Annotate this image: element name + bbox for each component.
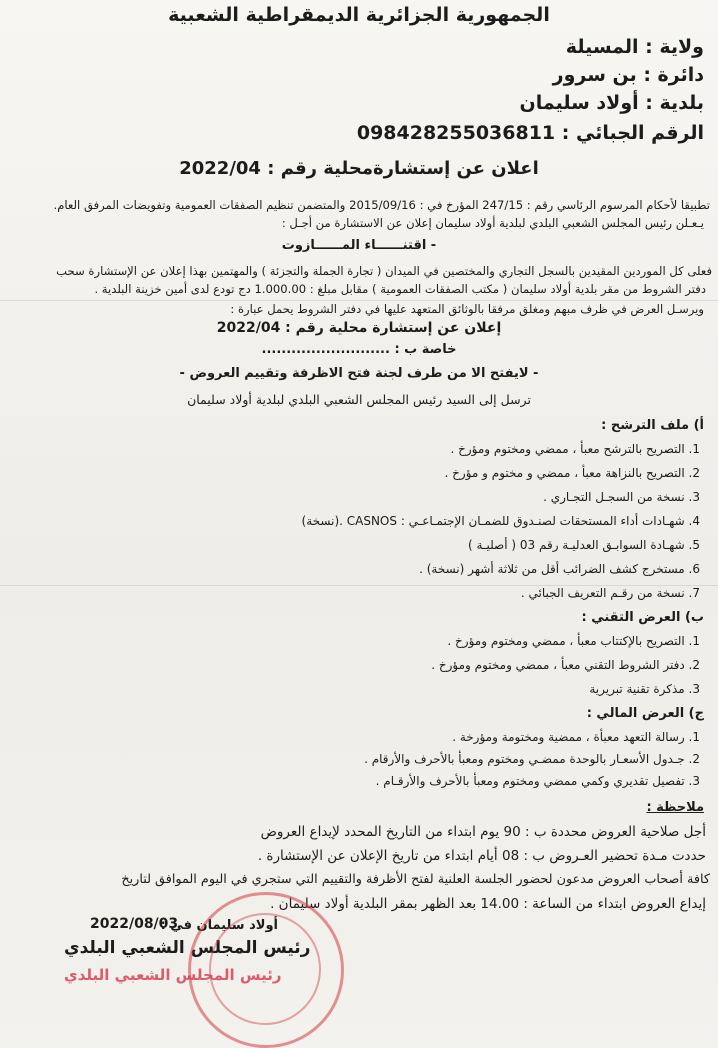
application-heading: أ) ملف الترشح : (601, 418, 704, 433)
list-item: 2. التصريح بالنزاهة معبأ ، ممضي و مختوم و مؤرخ . (444, 466, 700, 480)
intro-paragraph-3: ويرسـل العرض في ظرف مبهم ومغلق مرفقا بالوثائق المتعهد عليها في دفتر الشروط يحمل عبارة : (230, 302, 704, 316)
list-item: 4. شهـادات أداء المستحقات لصنـدوق للضمـان الإجتمـاعـي : CASNOS .(نسخة) (301, 514, 700, 528)
list-item: 1. رسالة التعهد معبأة ، ممضية ومختومة ومؤرخة . (452, 730, 700, 744)
signature-date: 2022/08/03 (90, 916, 179, 932)
list-item: 6. مستخرج كشف الضرائب أقل من ثلاثة أشهر (نسخة) . (419, 562, 700, 576)
republic-heading: الجمهورية الجزائرية الديمقراطية الشعبية (168, 4, 550, 26)
note-preparation: حددت مـدة تحضير العـروض ب : 08 أيام ابتداء من تاريخ الإعلان عن الإستشارة . (257, 848, 706, 864)
intro-line-1: تطبيقا لأحكام المرسوم الرئاسي رقم : 247/15 المؤرخ في : 2015/09/16 والمتضمن تنظيم الصفقات العمومية وتفويضات المرفق العام. (53, 198, 710, 212)
intro-paragraph-1: فعلى كل الموردين المقيدين بالسجل التجاري والمختصين في الميدان ( تجارة الجملة والتجزئة ) والمهتمين بهذا إعلان عن الإستشارة سحب (56, 264, 712, 278)
intro-line-2: يـعـلن رئيس المجلس الشعبي البلدي لبلدية أولاد سليمان إعلان عن الاستشارة من أجـل : (281, 216, 704, 230)
envelope-special: خاصة ب : .......................... (261, 342, 457, 357)
signature-stamp-text: رئيس المجلس الشعبي البلدي (64, 966, 282, 984)
note-validity: أجل صلاحية العروض محددة ب : 90 يوم ابتداء من التاريخ المحدد لإيداع العروض (260, 824, 706, 840)
note-opening-time: إيداع العروض ابتداء من الساعة : 14.00 بعد الظهر بمقر البلدية أولاد سليمان . (270, 896, 706, 912)
paper-fold (0, 300, 718, 301)
list-item: 3. تفصيل تقديري وكمي ممضي ومختوم ومعبأ بالأحرف والأرقـام . (375, 774, 700, 788)
list-item: 3. نسخة من السجـل التجـاري . (543, 490, 700, 504)
list-item: 2. جـدول الأسعـار بالوحدة ممضـي ومختوم ومعبأ بالأحرف والأرقام . (364, 752, 700, 766)
signature-title: رئيس المجلس الشعبي البلدي (64, 938, 311, 958)
financial-heading: ج) العرض المالي : (586, 706, 704, 721)
list-item: 2. دفتر الشروط التقني معبأ ، ممضي ومختوم ومؤرخ . (431, 658, 700, 672)
note-opening-session: كافة أصحاب العروض مدعون لحضور الجلسة العلنية لفتح الأظرفة والتقييم التي ستجري في اليوم الموافق لتاريخ (121, 872, 710, 887)
list-item: 5. شهـادة السوابـق العدليـة رقم 03 ( أصليـة ) (468, 538, 700, 552)
daira-label: دائرة : بن سرور (552, 64, 704, 86)
wilaya-label: ولاية : المسيلة (565, 36, 704, 58)
intro-paragraph-2: دفتر الشروط من مقر بلدية أولاد سليمان ( مكتب الصفقات العمومية ) مقابل مبلغ : 1.000.00 دج تودع لدى أمين خزينة البلدية . (94, 282, 706, 296)
envelope-notice: - لايفتح الا من طرف لجنة فتح الاظرفة وتقييم العروض - (179, 366, 539, 381)
notes-heading: ملاحظة : (646, 800, 704, 815)
technical-heading: ب) العرض التقني : (581, 610, 704, 625)
list-item: 1. التصريح بالترشح معبأ ، ممضي ومختوم ومؤرخ . (450, 442, 700, 456)
commune-label: بلدية : أولاد سليمان (519, 92, 704, 114)
place-date-label: أولاد سليمان في : (160, 918, 278, 933)
list-item: 1. التصريح بالإكتتاب معبأ ، ممضي ومختوم ومؤرخ . (447, 634, 700, 648)
envelope-title: إعلان عن إستشارة محلية رقم : 2022/04 (216, 320, 502, 336)
list-item: 3. مذكرة تقنية تبريرية (589, 682, 700, 696)
announcement-title: اعلان عن إستشارةمحلية رقم : 2022/04 (179, 158, 539, 179)
list-item: 7. نسخة من رقـم التعريف الجبائي . (520, 586, 700, 600)
tax-id-label: الرقم الجبائي : 09842825503681‌1 (356, 122, 704, 144)
subject-line: - اقتنــــــاء المــــــازوت (281, 238, 437, 253)
envelope-recipient: ترسل إلى السيد رئيس المجلس الشعبي البلدي لبلدية أولاد سليمان (187, 392, 531, 407)
